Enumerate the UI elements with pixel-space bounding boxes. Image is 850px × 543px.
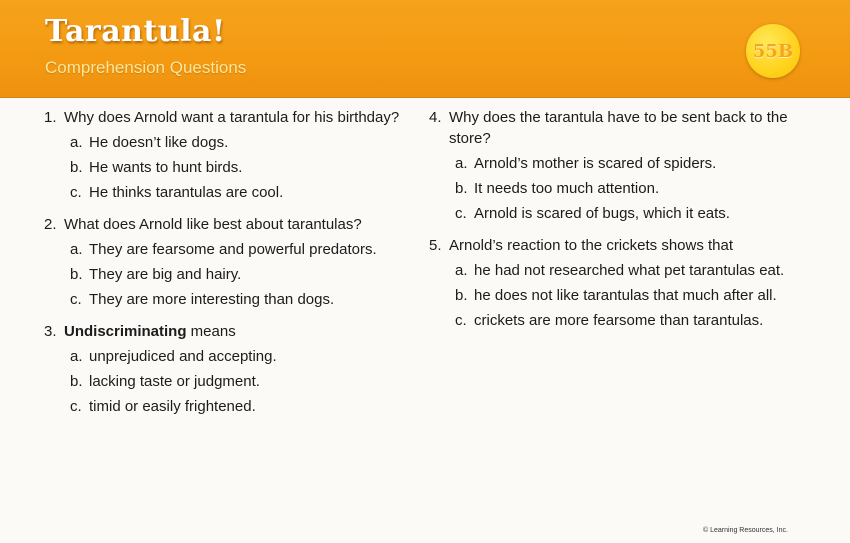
question-text [429,235,819,256]
question-number: 2. [44,216,57,233]
question-prompt: means [186,323,236,340]
question-prompt: Arnold’s reaction to the crickets shows that [449,237,734,254]
option-text: Arnold’s mother is scared of spiders. [474,155,717,172]
answer-option [429,310,819,331]
option-letter: b. [455,287,468,304]
card-header [0,0,850,98]
badge-label: 55B [752,40,794,62]
question-number: 1. [44,109,57,126]
answer-option [44,289,404,310]
answer-option [44,264,404,285]
option-text: he had not researched what pet tarantulas eat. [474,262,785,279]
option-letter: a. [70,348,83,365]
option-text: It needs too much attention. [474,180,660,197]
option-text: he does not like tarantulas that much after all. [474,287,777,304]
question-text [44,321,404,342]
answer-options [44,346,404,417]
option-letter: a. [455,155,468,172]
option-letter: b. [70,266,83,283]
right-column [429,107,819,342]
question-4 [429,107,819,224]
answer-option [44,157,404,178]
option-letter: b. [70,373,83,390]
copyright-notice: © Learning Resources, Inc. [703,527,788,534]
option-text: timid or easily frightened. [89,398,256,415]
answer-option [44,239,404,260]
option-letter: c. [455,205,467,222]
option-letter: b. [455,180,468,197]
question-5 [429,235,819,331]
left-column [44,107,404,428]
question-number: 3. [44,323,57,340]
option-letter: c. [70,291,82,308]
question-2 [44,214,404,310]
question-text [44,214,404,235]
card-subtitle: Comprehension Questions [45,58,247,77]
question-number: 5. [429,237,442,254]
question-text [429,107,819,149]
answer-option [44,132,404,153]
option-letter: c. [455,312,467,329]
option-text: They are fearsome and powerful predators. [89,241,377,258]
option-text: lacking taste or judgment. [89,373,260,390]
option-text: Arnold is scared of bugs, which it eats. [474,205,730,222]
vocabulary-term: Undiscriminating [64,323,187,340]
option-text: crickets are more fearsome than tarantulas. [474,312,764,329]
option-text: They are more interesting than dogs. [89,291,335,308]
question-text [44,107,404,128]
option-text: He thinks tarantulas are cool. [89,184,284,201]
option-letter: a. [70,134,83,151]
question-3 [44,321,404,417]
option-letter: b. [70,159,83,176]
answer-option [44,396,404,417]
question-1 [44,107,404,203]
question-number: 4. [429,109,442,126]
card-title: Tarantula! [45,14,226,49]
answer-options [44,132,404,203]
answer-option [429,153,819,174]
question-prompt: Why does Arnold want a tarantula for his birthday? [64,109,400,126]
option-letter: c. [70,184,82,201]
answer-options [429,153,819,224]
question-prompt: What does Arnold like best about tarantulas? [64,216,362,233]
answer-option [44,182,404,203]
answer-options [44,239,404,310]
card-number-badge [746,24,800,78]
answer-option [429,178,819,199]
answer-option [44,346,404,367]
option-text: unprejudiced and accepting. [89,348,277,365]
option-text: He wants to hunt birds. [89,159,243,176]
option-letter: a. [70,241,83,258]
option-text: They are big and hairy. [89,266,242,283]
option-letter: c. [70,398,82,415]
answer-option [429,285,819,306]
option-letter: a. [455,262,468,279]
answer-option [429,203,819,224]
answer-option [429,260,819,281]
answer-options [429,260,819,331]
question-prompt: Why does the tarantula have to be sent back to the store? [449,109,788,147]
answer-option [44,371,404,392]
option-text: He doesn’t like dogs. [89,134,229,151]
